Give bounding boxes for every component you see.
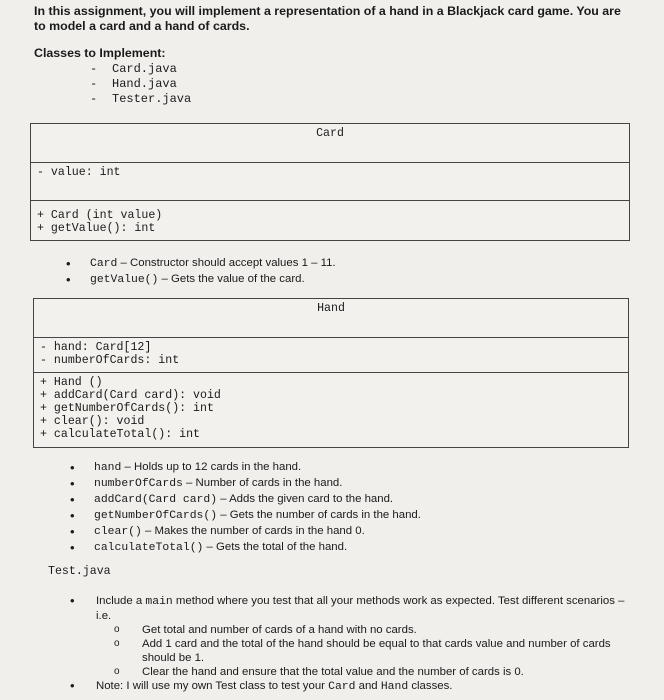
hand-notes	[70, 460, 421, 556]
list-item: • hand – Holds up to 12 cards in the hand.	[70, 460, 421, 476]
hand-uml-title: Hand	[317, 302, 345, 315]
classes-label: Classes to Implement:	[34, 46, 166, 60]
list-item: • Card – Constructor should accept values 1 – 11.	[66, 256, 336, 272]
list-item: • calculateTotal() – Gets the total of the hand.	[70, 540, 421, 556]
file-item: - Hand.java	[90, 77, 177, 91]
list-item: • addCard(Card card) – Adds the given card to the hand.	[70, 492, 421, 508]
list-item: • getValue() – Gets the value of the card.	[66, 272, 336, 288]
card-uml-methods: + Card (int value) + getValue(): int	[31, 200, 629, 240]
list-item: • clear() – Makes the number of cards in the hand 0.	[70, 524, 421, 540]
card-notes	[66, 256, 336, 288]
test-instructions	[70, 594, 630, 694]
list-item: • numberOfCards – Number of cards in the hand.	[70, 476, 421, 492]
test-main-item: • Include a main method where you test that all your methods work as expected. Test different scenarios – i.e.	[70, 593, 625, 622]
hand-uml-diagram	[33, 298, 629, 448]
test-heading: Test.java	[48, 565, 111, 578]
list-item: • getNumberOfCards() – Gets the number of cards in the hand.	[70, 508, 421, 524]
scenario-item: o Add 1 card and the total of the hand should be equal to that cards value and number of cards should be 1.	[114, 638, 611, 664]
file-item: - Card.java	[90, 62, 177, 76]
card-uml-title: Card	[316, 127, 344, 140]
test-note: • Note: I will use my own Test class to test your Card and Hand classes.	[70, 678, 453, 693]
card-uml-diagram	[30, 123, 630, 241]
scenario-item: o Clear the hand and ensure that the total value and the number of cards is 0.	[114, 666, 524, 678]
file-list	[90, 62, 191, 107]
assignment-intro: In this assignment, you will implement a representation of a hand in a Blackjack card game. You are to model a card and a hand of cards.	[34, 4, 621, 33]
card-uml-fields: - value: int	[31, 162, 629, 200]
hand-uml-fields: - hand: Card[12] - numberOfCards: int	[34, 337, 628, 372]
scenario-item: o Get total and number of cards of a hand with no cards.	[114, 624, 417, 636]
hand-uml-methods: + Hand () + addCard(Card card): void + getNumberOfCards(): int + clear(): void + calculateTotal(): int	[34, 372, 628, 447]
file-item: - Tester.java	[90, 92, 192, 106]
